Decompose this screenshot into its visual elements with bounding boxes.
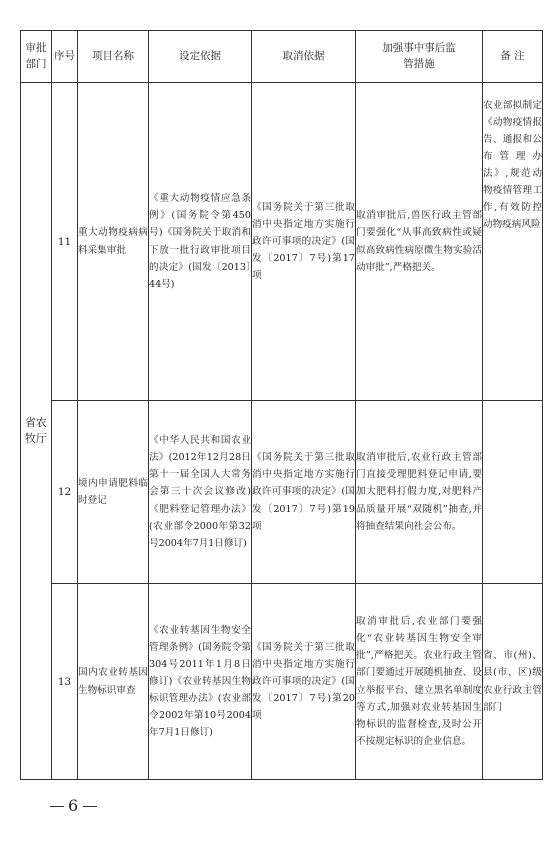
page-number bbox=[46, 796, 101, 815]
row-name: 境内申请肥料临时登记 bbox=[78, 401, 149, 584]
row-basis: 《中华人民共和国农业法》(2012年12月28日第十一届全国人大常务会第三十次会议修改)《肥料登记管理办法》(农业部令2000年第32号2004年7月1日修订) bbox=[149, 401, 252, 584]
header-name: 项目名称 bbox=[78, 31, 149, 83]
row-remarks bbox=[483, 401, 543, 584]
page-number-value: 6 bbox=[68, 796, 80, 815]
row-measures: 取消审批后,兽医行政主管部门要强化“从事高致病性或疑似高致病性病原微生物实验活动审批”,严格把关。 bbox=[356, 83, 483, 401]
table-row bbox=[21, 83, 543, 401]
header-cancel: 取消依据 bbox=[252, 31, 356, 83]
row-name: 重大动物疫病病料采集审批 bbox=[78, 83, 149, 401]
row-seq: 12 bbox=[52, 401, 78, 584]
row-measures: 取消审批后,农业部门要强化“农业转基因生物安全审批”,严格把关。农业行政主管部门要通过开展随机抽查、设立举报平台、建立黑名单制度等方式,加强对农业转基因生物标识的监督检查,及时公开不按规定标识的企业信息。 bbox=[356, 584, 483, 780]
row-basis: 《农业转基因生物安全管理条例》(国务院令第304号2011年1月8日修订)《农业转基因生物标识管理办法》(农业部令2002年第10号2004年7月1日修订) bbox=[149, 584, 252, 780]
row-seq: 11 bbox=[52, 83, 78, 401]
header-row bbox=[21, 31, 543, 83]
row-name: 国内农业转基因生物标识审查 bbox=[78, 584, 149, 780]
table-row bbox=[21, 584, 543, 780]
row-remarks: 农业部拟制定《动物疫情报告、通报和公布管理办法》,规范动物疫情管理工作,有效防控动物疫病风险 bbox=[483, 83, 543, 401]
row-cancel: 《国务院关于第三批取消中央指定地方实施行政许可事项的决定》(国发〔2017〕7号)第20项 bbox=[252, 584, 356, 780]
row-basis: 《重大动物疫情应急条例》(国务院令第450号)《国务院关于取消和下放一批行政审批项目的决定》(国发〔2013〕44号) bbox=[149, 83, 252, 401]
header-measures: 加强事中事后监管措施 bbox=[356, 31, 483, 83]
approval-table bbox=[20, 30, 543, 780]
header-remarks: 备 注 bbox=[483, 31, 543, 83]
header-dept: 审批部门 bbox=[21, 31, 52, 83]
dash-right bbox=[83, 806, 97, 807]
department-cell: 省农牧厅 bbox=[21, 83, 52, 780]
dash-left bbox=[50, 806, 64, 807]
row-remarks: 省、市(州)、县(市、区)级农业行政主管部门 bbox=[483, 584, 543, 780]
row-cancel: 《国务院关于第三批取消中央指定地方实施行政许可事项的决定》(国发〔2017〕7号)第17项 bbox=[252, 83, 356, 401]
header-seq: 序号 bbox=[52, 31, 78, 83]
row-cancel: 《国务院关于第三批取消中央指定地方实施行政许可事项的决定》(国发〔2017〕7号)第19项 bbox=[252, 401, 356, 584]
header-basis: 设定依据 bbox=[149, 31, 252, 83]
table-row bbox=[21, 401, 543, 584]
row-measures: 取消审批后,农业行政主管部门直接受理肥料登记申请,要加大肥料打假力度,对肥料产品质量开展“双随机”抽查,并将抽查结果向社会公布。 bbox=[356, 401, 483, 584]
row-seq: 13 bbox=[52, 584, 78, 780]
